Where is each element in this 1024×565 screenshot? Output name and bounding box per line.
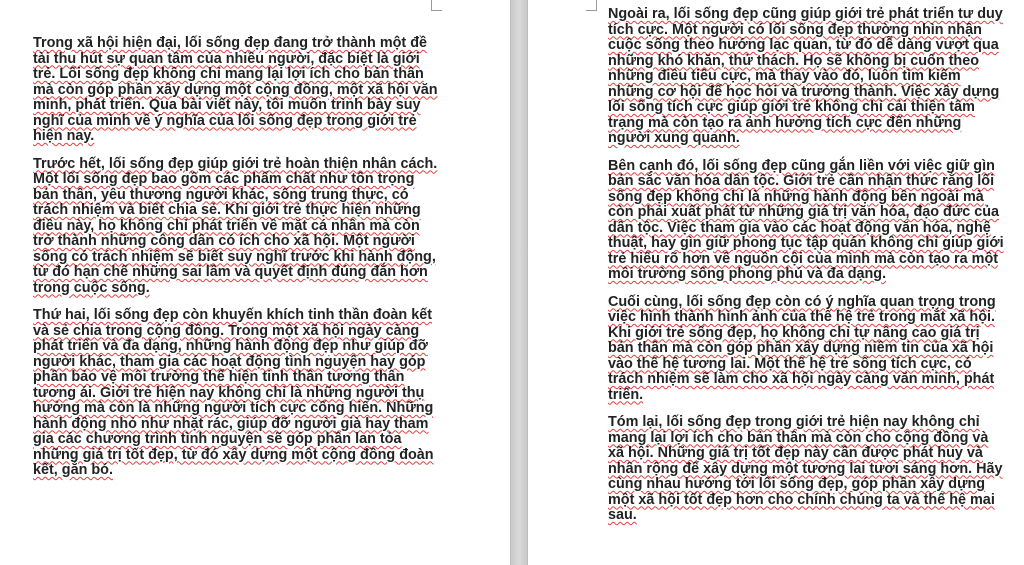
document-page-right[interactable] <box>527 0 1024 565</box>
margin-corner-mark <box>431 0 442 11</box>
document-page-left[interactable] <box>0 0 511 565</box>
paragraph[interactable]: Bên cạnh đó, lối sống đẹp cũng gắn liền với việc giữ gìn bản sắc văn hóa dân tộc. Giới trẻ cần nhận thức rằng lối sống đẹp không chỉ là những hành động bên ngoài mà còn phải xuất phát từ những giá trị văn hóa, đạo đức của dân tộc. Việc tham gia vào các hoạt động văn hóa, nghệ thuật, hay gìn giữ phong tục tập quán không chỉ giúp giới trẻ hiểu rõ hơn về nguồn cội của mình mà còn tạo ra một môi trường sống phong phú và đa dạng. <box>608 157 1004 282</box>
paragraph[interactable]: Trong xã hội hiện đại, lối sống đẹp đang trở thành một đề tài thu hút sự quan tâm của nhiều người, đặc biệt là giới trẻ. Lối sống đẹp không chỉ mang lại lợi ích cho bản thân mà còn góp phần xây dựng một cộng đồng, một xã hội văn minh, phát triển. Qua bài viết này, tôi muốn trình bày suy nghĩ của mình về ý nghĩa của lối sống đẹp trong giới trẻ hiện nay. <box>33 35 438 144</box>
page-gutter <box>511 0 527 565</box>
paragraph[interactable]: Trước hết, lối sống đẹp giúp giới trẻ hoàn thiện nhân cách. Một lối sống đẹp bao gồm các phẩm chất như tôn trọng bản thân, yêu thương người khác, sống trung thực, có trách nhiệm và biết chia sẻ. Khi giới trẻ thực hiện những điều này, họ không chỉ phát triển về mặt cá nhân mà còn trở thành những công dân có ích cho xã hội. Một người sống có trách nhiệm sẽ biết suy nghĩ trước khi hành động, từ đó hạn chế những sai lầm và quyết định đúng đắn hơn trong cuộc sống. <box>33 155 438 296</box>
paragraph[interactable]: Ngoài ra, lối sống đẹp cũng giúp giới trẻ phát triển tư duy tích cực. Một người có lối sống đẹp thường nhìn nhận cuộc sống theo hướng lạc quan, từ đó dễ dàng vượt qua những khó khăn, thử thách. Họ sẽ không bị cuốn theo những điều tiêu cực, mà thay vào đó, luôn tìm kiếm những cơ hội để học hỏi và trưởng thành. Việc xây dựng lối sống tích cực giúp giới trẻ không chỉ cải thiện tâm trạng mà còn tạo ra ảnh hưởng tích cực đến những người xung quanh. <box>608 6 1003 146</box>
paragraph[interactable]: Tóm lại, lối sống đẹp trong giới trẻ hiện nay không chỉ mang lại lợi ích cho bản thân mà còn cho cộng đồng và xã hội. Những giá trị tốt đẹp này cần được phát huy và nhân rộng để xây dựng một tương lai tươi sáng hơn. Hãy cùng nhau hướng tới lối sống đẹp, góp phần xây dựng một xã hội tốt đẹp hơn cho chính chúng ta và thế hệ mai sau. <box>608 414 1003 523</box>
margin-corner-mark <box>586 0 597 11</box>
paragraph[interactable]: Cuối cùng, lối sống đẹp còn có ý nghĩa quan trọng trong việc hình thành hình ảnh của thế hệ trẻ trong mắt xã hội. Khi giới trẻ sống đẹp, họ không chỉ tự nâng cao giá trị bản thân mà còn góp phần xây dựng niềm tin của xã hội vào thế hệ tương lai. Một thế hệ trẻ sống tích cực, có trách nhiệm sẽ làm cho xã hội ngày càng văn minh, phát triển. <box>608 293 996 403</box>
paragraph[interactable]: Thứ hai, lối sống đẹp còn khuyến khích tinh thần đoàn kết và sẻ chia trong cộng đồng. Trong một xã hội ngày càng phát triển và đa dạng, những hành động đẹp như giúp đỡ người khác, tham gia các hoạt động tình nguyện hay góp phần bảo vệ môi trường thể hiện tinh thần tương thân tương ái. Giới trẻ hiện nay không chỉ là những người thụ hưởng mà còn là những người tích cực cống hiến. Những hành động nhỏ như nhặt rác, giúp đỡ người già hay tham gia các chương trình tình nguyện sẽ góp phần lan tỏa những giá trị tốt đẹp, từ đó xây dựng một cộng đồng đoàn kết, gắn bó. <box>33 307 434 478</box>
